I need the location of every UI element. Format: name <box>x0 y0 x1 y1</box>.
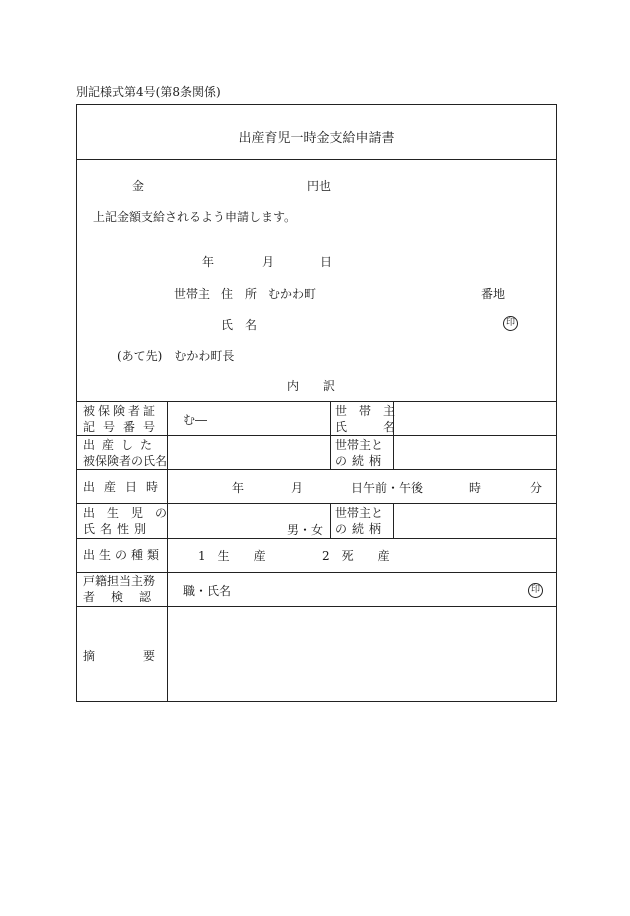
child-label-1: 出 生 児 の <box>83 506 168 520</box>
birth-type-stillborn: 2 死 産 <box>322 549 390 563</box>
remarks-label: 摘 要 <box>83 649 156 663</box>
registry-seal-icon: 印 <box>528 583 543 598</box>
insured-number-label-1: 被保険者証 <box>83 404 159 418</box>
child-relation-label-1: 世帯主と <box>335 506 384 520</box>
insured-number-label-2: 記号番号 <box>83 420 164 434</box>
addressee: (あて先) むかわ町長 <box>117 349 235 363</box>
birth-type-live: 1 生 産 <box>198 549 266 563</box>
child-label-2: 氏名性別 <box>83 522 152 536</box>
birth-month-label: 月 <box>291 481 304 495</box>
form-number-header: 別記様式第4号(第8条関係) <box>76 85 221 99</box>
amount-kin-label: 金 <box>132 179 145 193</box>
relation-label-2: の続柄 <box>335 454 387 468</box>
date-day-label: 日 <box>320 255 333 269</box>
registry-label-2: 者 検 認 <box>83 590 154 604</box>
insured-number-value[interactable]: む― <box>183 413 208 427</box>
relation-label-1: 世帯主と <box>335 438 384 452</box>
breakdown-title: 内 訳 <box>287 379 336 393</box>
address-banchi: 番地 <box>481 287 506 301</box>
address-town: むかわ町 <box>268 287 317 301</box>
birth-hour-label: 時 <box>469 481 482 495</box>
birth-datetime-label: 出産日時 <box>83 480 168 494</box>
application-form <box>76 104 557 702</box>
date-year-label: 年 <box>202 255 215 269</box>
birth-year-label: 年 <box>232 481 245 495</box>
form-title: 出産育児一時金支給申請書 <box>238 131 395 146</box>
mother-label-2: 被保険者の氏名 <box>83 454 168 468</box>
householder-name-label-1: 世 帯 主 <box>335 404 396 418</box>
date-month-label: 月 <box>262 255 275 269</box>
mother-label-1: 出産した <box>83 438 160 452</box>
birth-minute-label: 分 <box>530 481 543 495</box>
registry-label-1: 戸籍担当主務 <box>83 574 156 588</box>
birth-day-ampm-label: 日午前・午後 <box>351 481 424 495</box>
applicant-name-label: 氏 名 <box>221 318 258 332</box>
address-label: 住 所 <box>221 287 258 301</box>
applicant-seal-icon: 印 <box>503 316 518 331</box>
householder-label: 世帯主 <box>174 287 211 301</box>
birth-type-label: 出生の種類 <box>83 548 164 562</box>
request-text: 上記金額支給されるよう申請します。 <box>93 210 297 224</box>
householder-name-label-2: 氏 名 <box>335 420 396 434</box>
amount-yen-label: 円也 <box>307 179 332 193</box>
child-sex-options: 男・女 <box>287 523 324 537</box>
child-relation-label-2: の続柄 <box>335 522 387 536</box>
registry-value: 職・氏名 <box>183 584 232 598</box>
